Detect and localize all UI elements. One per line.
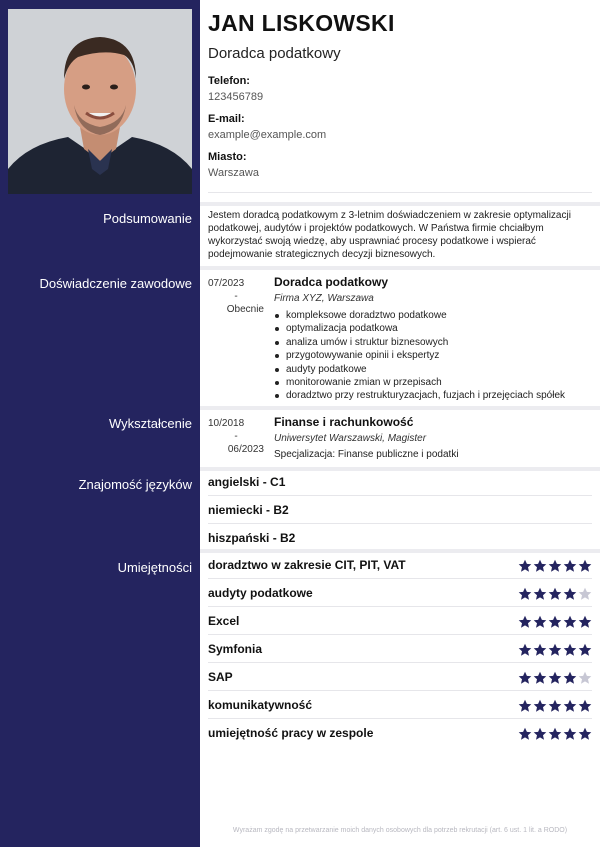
star-filled-icon (533, 671, 547, 685)
city-label: Miasto: (208, 151, 247, 163)
phone-label: Telefon: (208, 75, 250, 87)
star-filled-icon (533, 587, 547, 601)
skill-name: SAP (208, 670, 233, 684)
divider (208, 634, 592, 635)
skill-rating (518, 615, 592, 629)
date-from: 10/2018 (208, 418, 245, 429)
experience-entry (274, 275, 594, 403)
star-filled-icon (563, 643, 577, 657)
divider (208, 578, 592, 579)
star-filled-icon (518, 671, 532, 685)
divider (200, 202, 600, 206)
education-entry (274, 415, 594, 460)
star-filled-icon (533, 615, 547, 629)
star-filled-icon (578, 643, 592, 657)
skill-name: Excel (208, 614, 240, 628)
section-title-languages: Znajomość języków (78, 477, 192, 492)
star-filled-icon (548, 671, 562, 685)
star-filled-icon (518, 615, 532, 629)
star-filled-icon (548, 615, 562, 629)
date-to: 06/2023 (227, 444, 264, 455)
skill-rating (518, 643, 592, 657)
education-dates (208, 417, 264, 456)
divider (200, 549, 600, 553)
language-item: hiszpański - B2 (208, 531, 296, 545)
divider (200, 406, 600, 410)
star-filled-icon (518, 727, 532, 741)
star-filled-icon (533, 727, 547, 741)
divider (208, 718, 592, 719)
star-filled-icon (533, 559, 547, 573)
list-item: monitorowanie zmian w przepisach (274, 376, 594, 389)
list-item: doradztwo przy restrukturyzacjach, fuzjach i przejęciach spółek (274, 389, 594, 402)
skill-name: umiejętność pracy w zespole (208, 726, 374, 740)
section-title-skills: Umiejętności (117, 560, 192, 575)
education-specialization: Specjalizacja: Finanse publiczne i podatki (274, 449, 459, 460)
list-item: optymalizacja podatkowa (274, 322, 594, 335)
gdpr-consent: Wyrażam zgodę na przetwarzanie moich danych osobowych dla potrzeb rekrutacji (art. 6 ust. 1 lit. a RODO) (232, 827, 568, 834)
star-filled-icon (563, 615, 577, 629)
skill-rating (518, 699, 592, 713)
phone-value: 123456789 (208, 91, 264, 103)
star-filled-icon (578, 559, 592, 573)
star-filled-icon (563, 671, 577, 685)
list-item: analiza umów i struktur biznesowych (274, 336, 594, 349)
skill-rating (518, 671, 592, 685)
star-filled-icon (548, 727, 562, 741)
experience-dates (208, 277, 264, 316)
email-value: example@example.com (208, 129, 327, 141)
star-filled-icon (518, 699, 532, 713)
experience-title: Doradca podatkowy (274, 275, 389, 289)
star-filled-icon (548, 699, 562, 713)
section-title-experience: Doświadczenie zawodowe (39, 276, 192, 291)
candidate-name: JAN LISKOWSKI (208, 10, 395, 36)
language-item: angielski - C1 (208, 475, 286, 489)
date-from: 07/2023 (208, 278, 245, 289)
divider (208, 606, 592, 607)
summary-text: Jestem doradcą podatkowym z 3-letnim doświadczeniem w zakresie optymalizacji podatkowej, audytów i projektów podatkowych. W Państwa firmie chciałbym wykorzystać swoją wiedzę, aby usprawniać procesy podatkowe i wspierać podejmowanie strategicznych decyzji biznesowych. (208, 210, 571, 260)
education-school: Uniwersytet Warszawski, Magister (274, 433, 427, 444)
list-item: przygotowywanie opinii i ekspertyz (274, 349, 594, 362)
divider (208, 495, 592, 496)
star-filled-icon (533, 643, 547, 657)
divider (200, 266, 600, 270)
star-filled-icon (578, 699, 592, 713)
star-filled-icon (518, 587, 532, 601)
experience-company: Firma XYZ, Warszawa (274, 293, 374, 304)
city-value: Warszawa (208, 167, 259, 179)
divider (200, 467, 600, 471)
date-separator: - (234, 431, 238, 442)
skill-rating (518, 559, 592, 573)
divider (208, 523, 592, 524)
star-filled-icon (563, 699, 577, 713)
skill-name: audyty podatkowe (208, 586, 313, 600)
date-to: Obecnie (226, 304, 264, 315)
job-title: Doradca podatkowy (208, 45, 341, 62)
star-filled-icon (548, 587, 562, 601)
star-filled-icon (563, 727, 577, 741)
education-title: Finanse i rachunkowość (274, 415, 414, 429)
list-item: kompleksowe doradztwo podatkowe (274, 309, 594, 322)
divider (208, 690, 592, 691)
skill-name: doradztwo w zakresie CIT, PIT, VAT (208, 558, 406, 572)
star-empty-icon (578, 587, 592, 601)
experience-duties (274, 309, 594, 403)
language-item: niemiecki - B2 (208, 503, 289, 517)
skill-name: Symfonia (208, 642, 263, 656)
skill-rating (518, 727, 592, 741)
date-separator: - (234, 291, 238, 302)
star-filled-icon (578, 727, 592, 741)
star-filled-icon (548, 643, 562, 657)
email-label: E-mail: (208, 113, 245, 125)
divider (208, 662, 592, 663)
star-filled-icon (518, 643, 532, 657)
list-item: audyty podatkowe (274, 363, 594, 376)
skill-name: komunikatywność (208, 698, 313, 712)
star-empty-icon (578, 671, 592, 685)
profile-photo (8, 9, 192, 194)
star-filled-icon (563, 587, 577, 601)
section-title-education: Wykształcenie (109, 416, 192, 431)
star-filled-icon (533, 699, 547, 713)
divider (208, 192, 592, 193)
skill-rating (518, 587, 592, 601)
section-title-summary: Podsumowanie (103, 211, 192, 226)
star-filled-icon (518, 559, 532, 573)
star-filled-icon (563, 559, 577, 573)
star-filled-icon (578, 615, 592, 629)
star-filled-icon (548, 559, 562, 573)
